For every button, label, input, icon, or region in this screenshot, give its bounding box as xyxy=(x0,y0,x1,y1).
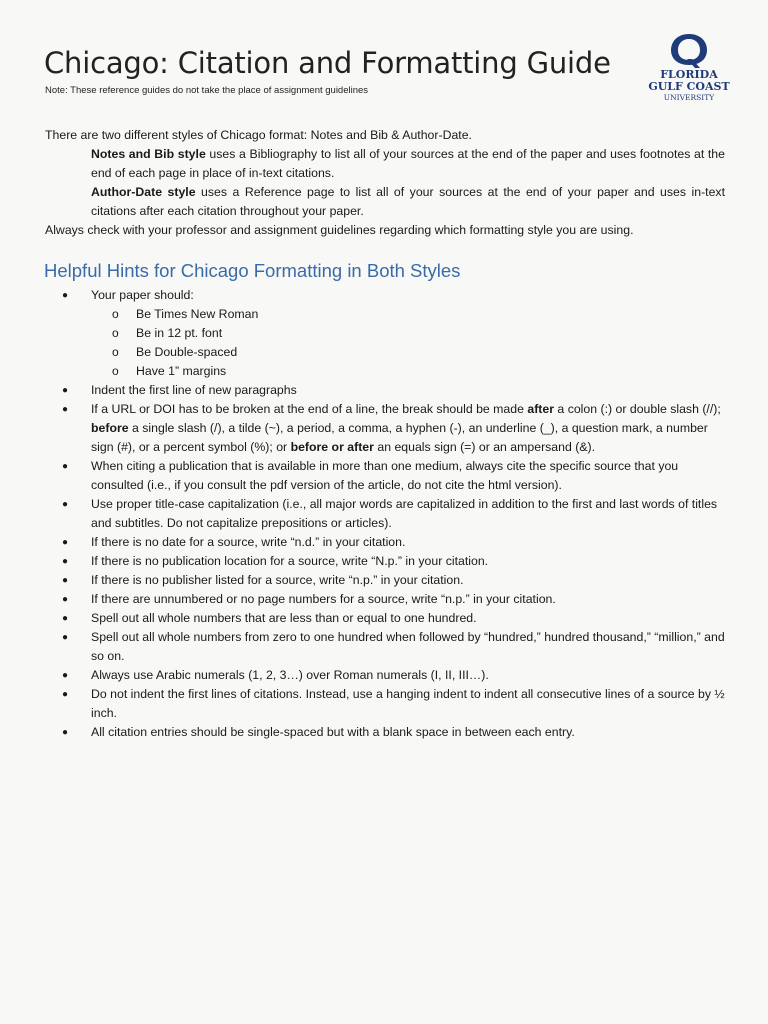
header-note: Note: These reference guides do not take the place of assignment guidelines xyxy=(45,85,369,96)
intro-line-1: There are two different styles of Chicago format: Notes and Bib & Author-Date. xyxy=(45,128,472,142)
hint-text: All citation entries should be single-spaced but with a blank space in between each entry. xyxy=(91,725,575,739)
list-item xyxy=(45,457,725,495)
fgcu-logo-icon xyxy=(643,30,735,106)
circle-bullet-icon: o xyxy=(112,345,119,359)
hint-text: Always use Arabic numerals (1, 2, 3…) over Roman numerals (I, II, III…). xyxy=(91,668,489,682)
hint-text: Your paper should: xyxy=(91,288,194,302)
hint-text: Use proper title-case capitalization (i.e., all major words are capitalized in addition to the first and last words of titles and subtitles. Do not capitalize prepositions or articles). xyxy=(91,497,718,530)
bullet-icon: ● xyxy=(62,670,69,681)
sub-hint-text: Be Double-spaced xyxy=(136,345,238,359)
list-item xyxy=(45,552,725,571)
list-item xyxy=(45,495,725,533)
bullet-icon: ● xyxy=(62,689,69,700)
bullet-icon: ● xyxy=(62,632,69,643)
intro-section xyxy=(45,126,725,240)
circle-bullet-icon: o xyxy=(112,326,119,340)
hint-text: a single slash (/), a tilde (~), a period, a comma, a hyphen (-), an underline (_), a question mark, a number sign (#), or a percent symbol (%); or xyxy=(91,421,708,454)
hint-text: Do not indent the first lines of citations. Instead, use a hanging indent to indent all consecutive lines of a source by ½ inch. xyxy=(91,687,725,720)
bullet-icon: ● xyxy=(62,727,69,738)
bullet-icon: ● xyxy=(62,556,69,567)
hint-text: If there is no publisher listed for a source, write “n.p.” in your citation. xyxy=(91,573,464,587)
hint-text: a colon (:) or double slash (//); xyxy=(554,402,721,416)
intro-line-4: Always check with your professor and assignment guidelines regarding which formatting style you are using. xyxy=(45,223,634,237)
hint-text: If there is no date for a source, write “n.d.” in your citation. xyxy=(91,535,406,549)
list-item xyxy=(45,286,725,305)
bullet-icon: ● xyxy=(62,461,69,472)
list-item xyxy=(45,685,725,723)
bullet-icon: ● xyxy=(62,613,69,624)
hint-text: If there are unnumbered or no page numbers for a source, write “n.p.” in your citation. xyxy=(91,592,556,606)
bullet-icon: ● xyxy=(62,594,69,605)
sub-list-item xyxy=(45,305,725,324)
circle-bullet-icon: o xyxy=(112,307,119,321)
notes-bib-text: uses a Bibliography to list all of your sources at the end of the paper and uses footnotes at the end of each page in place of in-text citations. xyxy=(91,147,725,180)
hints-list xyxy=(45,286,725,742)
logo-line-1: FLORIDA xyxy=(660,68,718,81)
list-item xyxy=(45,609,725,628)
bullet-icon: ● xyxy=(62,575,69,586)
author-date-text: uses a Reference page to list all of your sources at the end of your paper and uses in-text citations after each citation throughout your paper. xyxy=(91,185,725,218)
page-title: Chicago: Citation and Formatting Guide xyxy=(44,46,611,80)
author-date-paragraph xyxy=(45,183,725,221)
hint-text: an equals sign (=) or an ampersand (&). xyxy=(373,440,596,454)
list-item xyxy=(45,381,725,400)
bullet-icon: ● xyxy=(62,385,69,396)
list-item xyxy=(45,590,725,609)
hint-text: Spell out all whole numbers from zero to one hundred when followed by “hundred,” hundred thousand,” “million,” and so on. xyxy=(91,630,725,663)
hint-text: If a URL or DOI has to be broken at the end of a line, the break should be made xyxy=(91,402,528,416)
logo-line-2: GULF COAST xyxy=(648,80,730,93)
hint-bold-text: before xyxy=(91,421,129,435)
sub-hint-text: Be Times New Roman xyxy=(136,307,259,321)
list-item xyxy=(45,571,725,590)
author-date-label: Author-Date style xyxy=(91,185,196,199)
list-item xyxy=(45,666,725,685)
notes-bib-label: Notes and Bib style xyxy=(91,147,206,161)
list-item xyxy=(45,723,725,742)
university-logo xyxy=(643,30,735,106)
hint-text: Spell out all whole numbers that are less than or equal to one hundred. xyxy=(91,611,477,625)
bullet-icon: ● xyxy=(62,290,69,301)
bullet-icon: ● xyxy=(62,404,69,415)
sub-list-item xyxy=(45,362,725,381)
list-item xyxy=(45,628,725,666)
hint-text: If there is no publication location for a source, write “N.p.” in your citation. xyxy=(91,554,489,568)
bullet-icon: ● xyxy=(62,537,69,548)
list-item xyxy=(45,400,725,457)
notes-bib-paragraph xyxy=(45,145,725,183)
section-heading: Helpful Hints for Chicago Formatting in Both Styles xyxy=(44,260,461,281)
hint-text: Indent the first line of new paragraphs xyxy=(91,383,297,397)
logo-line-3: UNIVERSITY xyxy=(663,93,715,102)
sub-list-item xyxy=(45,343,725,362)
sub-hint-text: Have 1” margins xyxy=(136,364,227,378)
hint-bold-text: before or after xyxy=(290,440,374,454)
sub-list-item xyxy=(45,324,725,343)
hint-text: When citing a publication that is available in more than one medium, always cite the specific source that you consulted (i.e., if you consult the pdf version of the article, do not cite the html version). xyxy=(91,459,679,492)
bullet-icon: ● xyxy=(62,499,69,510)
list-item xyxy=(45,533,725,552)
sub-hint-text: Be in 12 pt. font xyxy=(136,326,223,340)
hint-bold-text: after xyxy=(527,402,555,416)
circle-bullet-icon: o xyxy=(112,364,119,378)
